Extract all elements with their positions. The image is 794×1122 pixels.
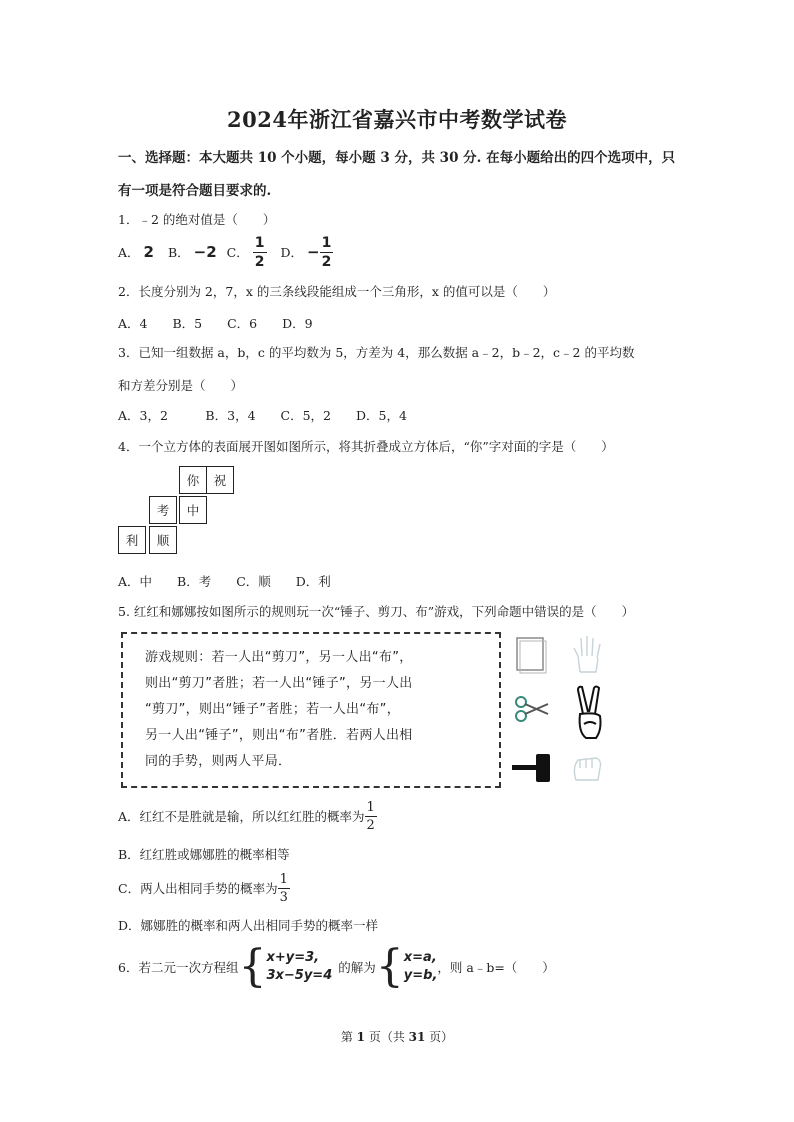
q3-options: A．3，2 B．3，4 C．5，2 D．5，4 [118,408,407,423]
cube-net-cell: 利 [118,526,146,554]
q1-c-fraction: $\frac{1}{2}$ [254,234,265,270]
left-brace: { [375,941,404,992]
left-brace: { [238,941,267,992]
q5-option-b: B．红红胜或娜娜胜的概率相等 [118,847,290,862]
q1-c-label: C． [226,245,249,260]
q1-a-value: 2 [143,243,154,261]
hammer-icon [510,750,556,788]
paper-icon [514,636,548,674]
cube-net-cell: 祝 [206,466,234,494]
q6-solution-system: x=a, y=b, [403,950,438,983]
q1-stem: 1．﹣2 的绝对值是（ ） [118,212,276,227]
fist-icon [570,752,606,786]
q3-stem-line-2: 和方差分别是（ ） [118,378,244,393]
rule-line: 同的手势，则两人平局． [145,754,292,769]
q5-stem: 5. 红红和娜娜按如图所示的规则玩一次“锤子、剪刀、布”游戏，下列命题中错误的是（ ） [118,604,635,619]
q5-option-a: A．红红不是胜就是输，所以红红胜的概率为 $\frac{1}{2}$ [118,799,375,833]
page-footer: 第 1 页（共 31 页） [340,1030,454,1044]
section-heading-line-2: 有一项是符合题目要求的. [118,183,272,199]
q6-equation-system: x+y=3, 3x−5y=4 [266,950,333,983]
rule-line: 游戏规则：若一人出“剪刀”，另一人出“布”， [145,650,413,665]
page-title: 2024年浙江省嘉兴市中考数学试卷 [227,107,567,132]
victory-hand-icon [574,684,604,742]
q1-b-label: B． [167,245,190,260]
game-rules-box [121,632,501,788]
cube-net-cell: 顺 [149,526,177,554]
rule-line: 则出“剪刀”者胜；若一人出“锤子”，另一人出 [145,676,413,691]
open-palm-icon [570,634,606,674]
scissors-icon [514,694,550,724]
q6-stem: 6．若二元一次方程组 { x+y=3, 3x−5y=4 的解为 { x=a, y=b, ，则 a﹣b=（ ） [118,941,555,992]
q2-stem: 2．长度分别为 2，7，x 的三条线段能组成一个三角形，x 的值可以是（ ） [118,284,556,299]
q1-b-value: −2 [193,243,217,261]
page-number: 1 [356,1030,365,1044]
q1-d-sign: − [307,243,320,261]
cube-net-figure [118,466,248,558]
q5-option-c: C．两人出相同手势的概率为 $\frac{1}{3}$ [118,871,288,905]
hand-gestures-figure [508,632,618,792]
rule-line: 另一人出“锤子”，则出“布”者胜．若两人出相 [145,728,413,743]
q5-option-d: D．娜娜胜的概率和两人出相同手势的概率一样 [118,918,379,933]
q5-a-fraction: $\frac{1}{2}$ [366,799,375,833]
rule-line: “剪刀”，则出“锤子”者胜；若一人出“布”， [145,702,401,717]
cube-net-cell: 中 [179,496,207,524]
q4-stem: 4．一个立方体的表面展开图如图所示，将其折叠成立方体后，“你”字对面的字是（ ） [118,439,614,454]
cube-net-cell: 你 [179,466,207,494]
q1-a-label: A． [118,245,140,260]
q3-stem-line-1: 3．已知一组数据 a，b，c 的平均数为 5，方差为 4，那么数据 a﹣2，b﹣2，c﹣2 的平均数 [118,345,635,360]
q5-c-fraction: $\frac{1}{3}$ [279,871,288,905]
page-total: 31 [408,1030,426,1044]
q2-options: A．4 B．5 C．6 D．9 [118,316,313,331]
q1-options [118,232,333,272]
section-heading-line-1: 一、选择题：本大题共 10 个小题，每小题 3 分，共 30 分. 在每小题给出的四个选项中，只 [118,150,676,166]
cube-net-cell: 考 [149,496,177,524]
q4-options: A．中 B．考 C．顺 D．利 [118,574,331,589]
q1-d-label: D． [280,245,304,260]
q1-d-fraction: $\frac{1}{2}$ [321,234,332,270]
